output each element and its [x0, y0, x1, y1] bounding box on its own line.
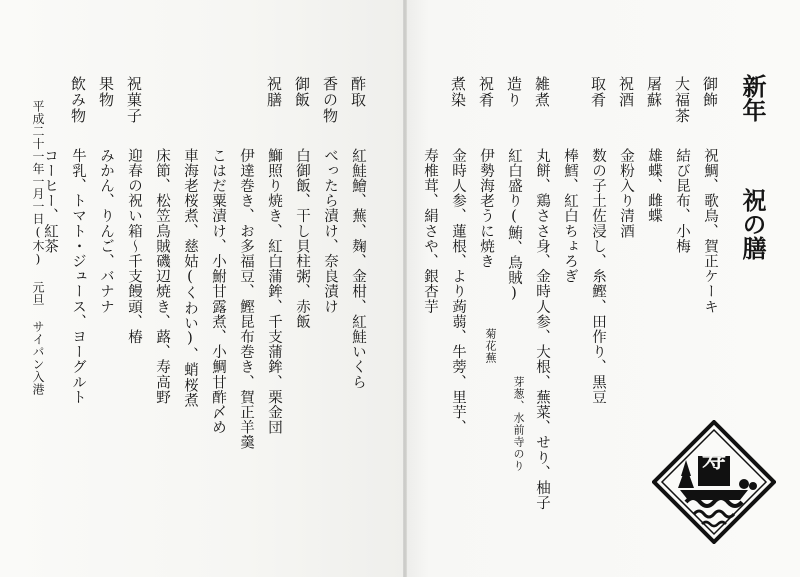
dish-text: べったら漬け、奈良漬け	[322, 148, 338, 315]
dish-text: 伊勢海老うに焼き	[478, 148, 494, 269]
category-label: 造り	[505, 76, 523, 108]
dish-text: 伊達巻き、お多福豆、鰹昆布巻き、賀正羊羹	[238, 148, 254, 450]
dish-text: 金時人参、蓮根、より蒟蒻、牛蒡、里芋、	[450, 148, 466, 435]
category-label: 取肴	[589, 76, 607, 108]
category-label: 大福茶	[673, 76, 691, 124]
garnish-note: 芽葱、水前寺のり	[512, 376, 525, 472]
category-label: 雑煮	[533, 76, 551, 108]
dish-text: 牛乳、トマト・ジュース、ヨーグルト	[70, 148, 86, 405]
dish-text: こはだ粟漬け、小鮒甘露煮、小鯛甘酢〆め	[210, 148, 226, 435]
garnish-note: 菊花蕪	[484, 328, 497, 364]
dish-text: 迎春の祝い箱〜千支饅頭、椿	[126, 148, 142, 345]
dish-text: 結び昆布、小梅	[674, 148, 690, 254]
category-label: 飲み物	[69, 76, 87, 124]
dish-text: 紅白盛り(鮪、鳥賊)	[506, 148, 522, 302]
dish-text: 白御飯、干し貝柱粥、赤飯	[294, 148, 310, 330]
dish-text: みかん、りんご、バナナ	[98, 148, 114, 315]
category-label: 祝菓子	[125, 76, 143, 124]
date-line: 平成二十一年一月一日(木) 元旦 サイパン入港	[31, 100, 45, 396]
category-label: 御飯	[293, 76, 311, 108]
dish-text: 祝鯛、歌鳥、賀正ケーキ	[702, 148, 718, 315]
category-label: 祝肴	[477, 76, 495, 108]
dish-text: 寿椎茸、絹さや、銀杏芋	[422, 148, 438, 315]
title-new-year: 新年	[738, 74, 767, 122]
category-label: 香の物	[321, 76, 339, 124]
dish-text: 車海老桜煮、慈姑(くわい)、蛸桜煮	[182, 148, 198, 408]
dish-text: 棒鱈、紅白ちょろぎ	[562, 148, 578, 284]
dish-text: コーヒー、紅茶	[42, 148, 58, 254]
dish-text: 丸餅、鶏ささ身、金時人参、大根、蕪菜、せり、柚子	[534, 148, 550, 511]
dish-text: 雄蝶、雌蝶	[646, 148, 662, 224]
category-label: 酢取	[349, 76, 367, 108]
dish-text: 床節、松笠鳥賊磯辺焼き、蕗、寿高野	[154, 148, 170, 405]
category-label: 果物	[97, 76, 115, 108]
category-label: 煮染	[449, 76, 467, 108]
category-label: 御飾	[701, 76, 719, 108]
dish-text: 金粉入り清酒	[618, 148, 634, 239]
title-celebration-meal: 祝の膳	[738, 188, 767, 260]
center-fold	[403, 0, 407, 577]
kotobuki-seal-icon	[652, 420, 776, 544]
category-label: 祝膳	[265, 76, 283, 108]
category-label: 祝酒	[617, 76, 635, 108]
dish-text: 数の子土佐浸し、糸鰹、田作り、黒豆	[590, 148, 606, 405]
seal-character: 寿	[702, 444, 726, 473]
category-label: 屠蘇	[645, 76, 663, 108]
dish-text: 紅鮭鱠、蕪、麹、金柑、紅鮭いくら	[350, 148, 366, 390]
dish-text: 鰤照り焼き、紅白蒲鉾、千支蒲鉾、栗金団	[266, 148, 282, 435]
